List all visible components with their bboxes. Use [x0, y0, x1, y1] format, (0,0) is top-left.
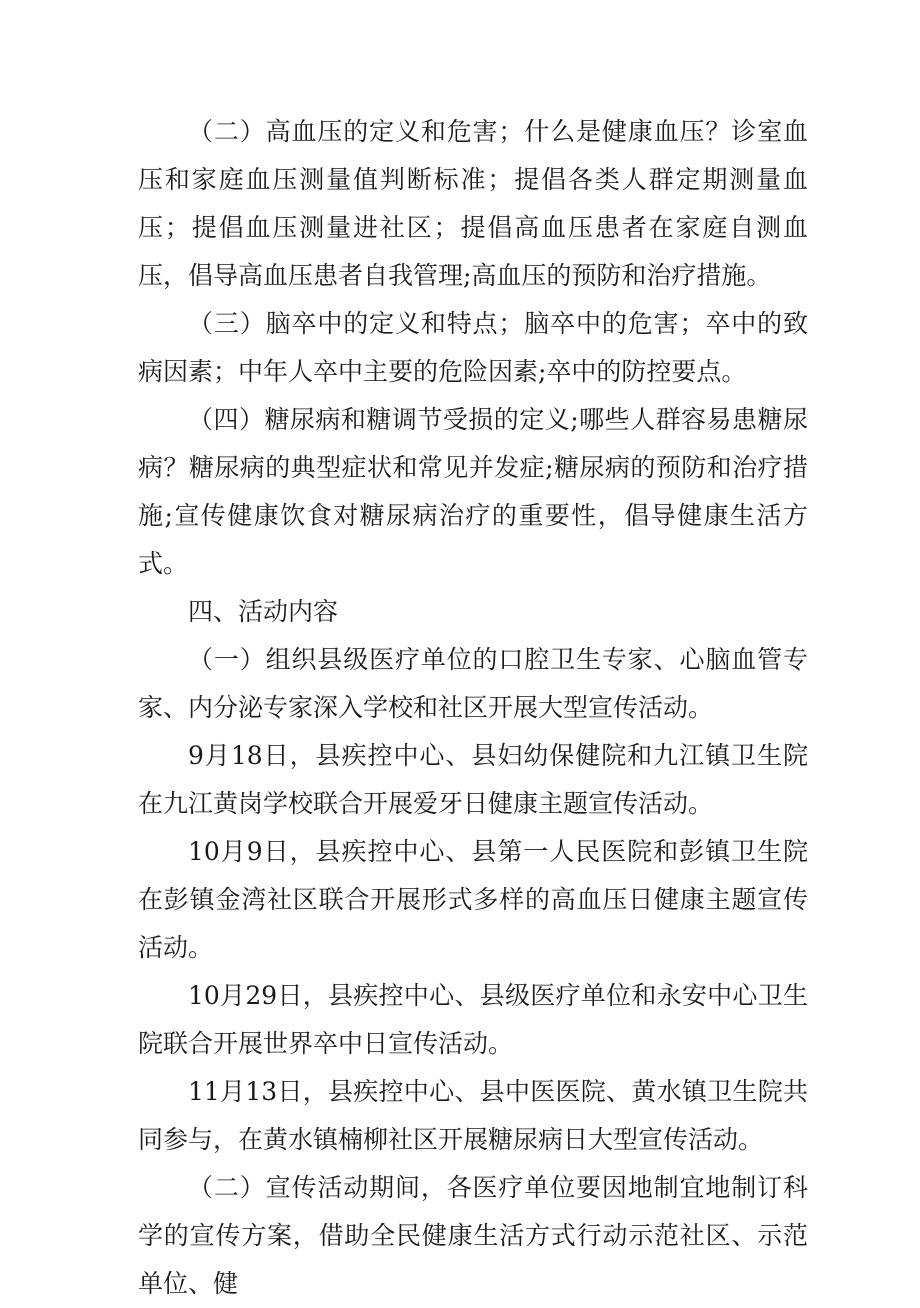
- document-body: [138, 108, 808, 1308]
- section-heading-activity-content: 四、活动内容: [188, 597, 339, 626]
- paragraph-hypertension: （二）高血压的定义和危害；什么是健康血压？诊室血压和家庭血压测量值判断标准；提倡各类人群定期测量血压；提倡血压测量进社区；提倡高血压患者在家庭自测血压，倡导高血压患者自我管理;高血压的预防和治疗措施。: [138, 117, 808, 290]
- paragraph-activity-two: （二）宣传活动期间，各医疗单位要因地制宜地制订科学的宣传方案，借助全民健康生活方式行动示范社区、示范单位、健: [138, 1173, 808, 1298]
- paragraph-diabetes: （四）糖尿病和糖调节受损的定义;哪些人群容易患糖尿病？糖尿病的典型症状和常见并发症;糖尿病的预防和治疗措施;宣传健康饮食对糖尿病治疗的重要性，倡导健康生活方式。: [138, 405, 808, 578]
- paragraph-oct-9: 10月9日，县疾控中心、县第一人民医院和彭镇卫生院在彭镇金湾社区联合开展形式多样的高血压日健康主题宣传活动。: [138, 837, 808, 962]
- paragraph-oct-29: 10月29日，县疾控中心、县级医疗单位和永安中心卫生院联合开展世界卒中日宣传活动。: [138, 981, 808, 1058]
- paragraph-activity-one: （一）组织县级医疗单位的口腔卫生专家、心脑血管专家、内分泌专家深入学校和社区开展大型宣传活动。: [138, 645, 808, 722]
- paragraph-sept-18: 9月18日，县疾控中心、县妇幼保健院和九江镇卫生院在九江黄岗学校联合开展爱牙日健康主题宣传活动。: [138, 741, 808, 818]
- paragraph-nov-13: 11月13日，县疾控中心、县中医医院、黄水镇卫生院共同参与，在黄水镇楠柳社区开展糖尿病日大型宣传活动。: [138, 1077, 808, 1154]
- paragraph-stroke: （三）脑卒中的定义和特点；脑卒中的危害；卒中的致病因素；中年人卒中主要的危险因素;卒中的防控要点。: [138, 309, 808, 386]
